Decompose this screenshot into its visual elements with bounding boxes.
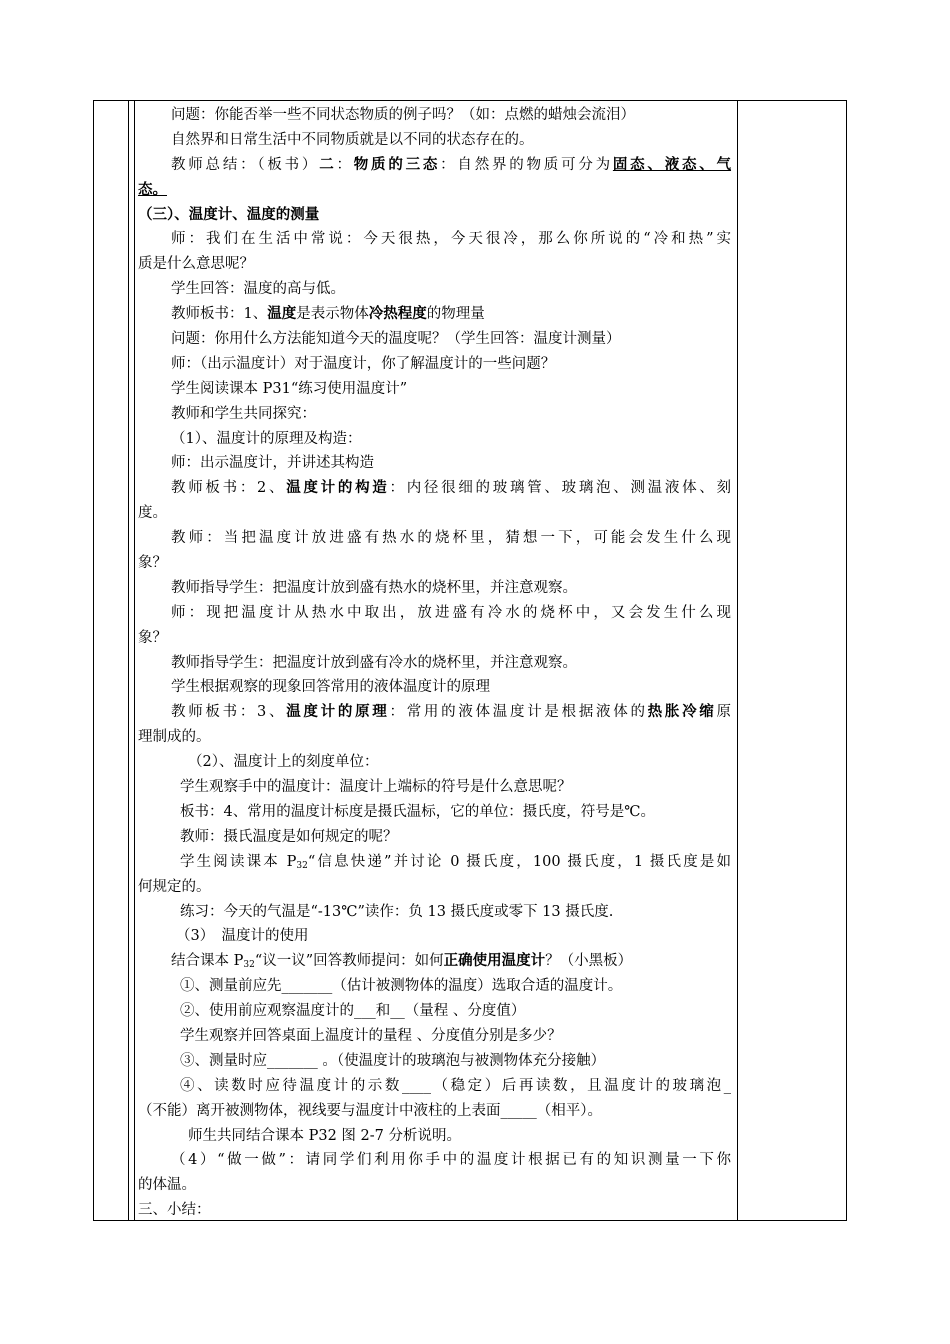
text-line: [138, 352, 731, 377]
text-line: [138, 700, 731, 725]
text-line: [138, 501, 731, 526]
text-line: [138, 526, 731, 551]
text-run: 的物理量: [426, 306, 485, 323]
text-line: [138, 153, 731, 178]
text-line: [138, 1049, 731, 1074]
text-run: “信息快递”并讨论 0 摄氏度，100 摄氏度，1 摄氏度是如: [307, 853, 731, 870]
text-run: 问题：你用什么方法能知道今天的温度呢？（学生回答：温度计测量）: [171, 331, 621, 348]
text-run: “议一议”回答教师提问：如何: [254, 953, 444, 970]
text-run: 温度计的原理: [286, 703, 390, 721]
text-run: 教师总结：（板书）: [171, 156, 320, 173]
text-line: [138, 850, 731, 875]
text-line: [138, 875, 731, 900]
text-line: [138, 675, 731, 700]
text-line: [138, 327, 731, 352]
text-run: 师：（出示温度计）对于温度计，你了解温度计的一些问题？: [171, 355, 556, 372]
text-run: 温度: [267, 305, 297, 323]
text-run: ③、测量时应_______ 。（使温度计的玻璃泡与被测物体充分接触）: [180, 1052, 606, 1069]
text-run: 学生阅读课本 P31“练习使用温度计”: [171, 380, 408, 397]
text-run: 二: [319, 155, 337, 173]
text-run: 学生观察手中的温度计：温度计上端标的符号是什么意思呢？: [180, 779, 572, 796]
text-run: ②、使用前应观察温度计的___和__（量程 、分度值）: [180, 1003, 526, 1020]
text-run: 问题：你能否举一些不同状态物质的例子吗？（如：点燃的蜡烛会流泪）: [171, 107, 635, 123]
text-run: 32: [296, 860, 308, 871]
text-line: [138, 1173, 731, 1198]
text-run: ：内径很细的玻璃管、玻璃泡、测温液体、刻: [389, 480, 732, 497]
text-line: [138, 1024, 731, 1049]
text-run: 学生阅读课本 P: [180, 853, 297, 870]
text-run: 原: [716, 704, 732, 721]
text-run: 温度计的构造: [286, 479, 390, 497]
text-run: 固态、液态、气: [612, 155, 732, 173]
text-line: [138, 451, 731, 476]
text-line: [138, 277, 731, 302]
text-line: [138, 626, 731, 651]
text-run: ？（小黑板）: [545, 953, 633, 970]
text-line: [138, 999, 731, 1024]
text-line: [138, 825, 731, 850]
text-run: 何规定的。: [138, 878, 211, 895]
text-run: 冷热程度: [368, 305, 427, 323]
text-line: [138, 178, 731, 203]
text-run: （3） 温度计的使用: [176, 928, 309, 945]
lesson-table: [93, 100, 847, 1221]
text-run: 学生观察并回答桌面上温度计的量程 、分度值分别是多少？: [180, 1027, 562, 1044]
text-run: 板书：4、常用的温度计标度是摄氏温标，它的单位：摄氏度，符号是℃。: [180, 803, 655, 820]
text-run: 学生根据观察的现象回答常用的液体温度计的原理: [171, 679, 490, 696]
lesson-content-cell: [134, 101, 737, 1220]
text-run: （1）、温度计的原理及构造：: [171, 430, 362, 447]
text-line: [138, 402, 731, 427]
text-run: 象？: [138, 629, 167, 646]
text-run: 自然界和日常生活中不同物质就是以不同的状态存在的。: [171, 131, 534, 148]
text-run: 的体温。: [138, 1177, 196, 1194]
text-line: [138, 949, 731, 974]
text-line: [138, 302, 731, 327]
text-run: 理制成的。: [138, 729, 211, 746]
text-run: 正确使用温度计: [443, 952, 546, 970]
text-line: [138, 775, 731, 800]
text-run: 物质的三态: [353, 155, 441, 173]
text-run: 度。: [138, 505, 167, 522]
text-run: 学生回答：温度的高与低。: [171, 281, 345, 298]
text-line: [138, 1148, 731, 1173]
text-run: 结合课本 P: [171, 953, 244, 970]
text-run: 师：现把温度计从热水中取出，放进盛有冷水的烧杯中，又会发生什么现: [171, 604, 731, 621]
text-run: ：自然界的物质可分为: [440, 156, 613, 173]
text-run: 教师板书：1、: [171, 306, 268, 323]
text-line: [138, 750, 731, 775]
text-run: 教师板书：2、: [171, 480, 287, 497]
text-run: ：常用的液体温度计是根据液体的: [389, 704, 648, 721]
text-line: [138, 1198, 731, 1223]
text-line: [138, 377, 731, 402]
text-run: 师：我们在生活中常说：今天很热，今天很冷，那么你所说的“冷和热”实: [171, 231, 731, 248]
text-line: [138, 576, 731, 601]
text-line: [138, 900, 731, 925]
text-run: ①、测量前应先_______（估计被测物体的温度）选取合适的温度计。: [180, 978, 623, 995]
column-divider-main-right: [737, 101, 738, 1220]
text-run: ：: [336, 156, 354, 173]
text-line: [138, 651, 731, 676]
text-line: [138, 427, 731, 452]
text-line: [138, 551, 731, 576]
text-run: （不能）离开被测物体，视线要与温度计中液柱的上表面_____（相平）。: [138, 1102, 602, 1119]
text-run: 象？: [138, 555, 167, 572]
text-line: [138, 227, 731, 252]
column-divider-left: [128, 101, 129, 1220]
text-run: 质是什么意思呢？: [138, 256, 254, 273]
text-run: 教师指导学生：把温度计放到盛有冷水的烧杯里，并注意观察。: [171, 654, 577, 671]
text-run: 态。: [138, 180, 167, 198]
text-run: 32: [243, 960, 255, 971]
text-run: （2）、温度计上的刻度单位：: [188, 754, 379, 771]
text-run: 教师：当把温度计放进盛有热水的烧杯里，猜想一下，可能会发生什么现: [171, 530, 731, 547]
text-line: [138, 128, 731, 153]
text-line: [138, 1074, 731, 1099]
text-run: 教师指导学生：把温度计放到盛有热水的烧杯里，并注意观察。: [171, 579, 577, 596]
text-line: [138, 601, 731, 626]
text-run: （三）、温度计、温度的测量: [138, 205, 320, 223]
text-run: 是表示物体: [296, 306, 369, 323]
text-run: ④、读数时应待温度计的示数____（稳定）后再读数，且温度计的玻璃泡_: [180, 1077, 731, 1094]
text-line: [138, 103, 731, 128]
text-line: [138, 1099, 731, 1124]
text-run: 教师板书：3、: [171, 704, 287, 721]
text-run: 练习：今天的气温是“-13℃”读作：负 13 摄氏度或零下 13 摄氏度.: [180, 903, 614, 920]
section-heading: [138, 203, 731, 228]
text-line: [138, 924, 731, 949]
text-line: [138, 974, 731, 999]
text-run: （4）“做一做”：请同学们利用你手中的温度计根据已有的知识测量一下你: [171, 1152, 731, 1169]
text-run: 师生共同结合课本 P32 图 2-7 分析说明。: [188, 1127, 461, 1144]
text-run: 热胀冷缩: [647, 703, 717, 721]
text-run: 教师和学生共同探究：: [171, 405, 316, 422]
text-run: 师：出示温度计，并讲述其构造: [171, 455, 374, 472]
text-line: [138, 1124, 731, 1149]
text-line: [138, 725, 731, 750]
text-line: [138, 800, 731, 825]
text-line: [138, 476, 731, 501]
text-line: [138, 252, 731, 277]
text-run: 三、小结：: [138, 1202, 211, 1219]
text-run: 教师：摄氏温度是如何规定的呢？: [180, 828, 398, 845]
